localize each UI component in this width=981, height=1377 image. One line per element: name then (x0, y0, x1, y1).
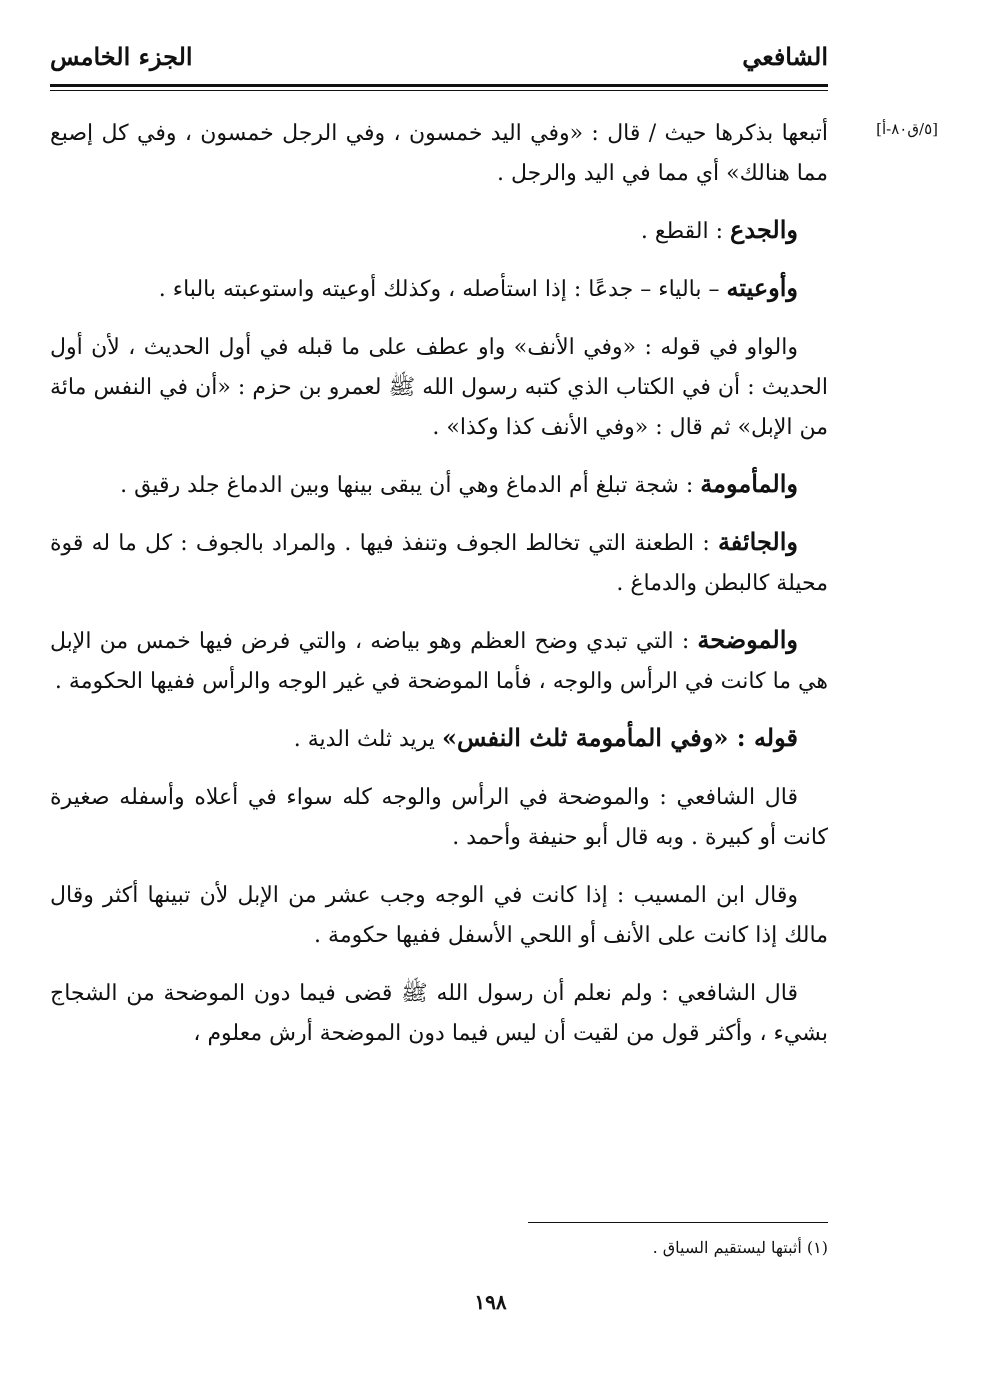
body-text (50, 112, 828, 1070)
paragraph (50, 776, 828, 858)
paragraph (50, 210, 828, 252)
paragraph-text: – بالياء – جدعًا : إذا استأصله ، وكذلك أوعيته واستوعبته بالباء . (158, 277, 727, 302)
paragraph-text: وقال ابن المسيب : إذا كانت في الوجه وجب عشر من الإبل لأن تبينها أكثر وقال مالك إذا كانت على الأنف أو اللحي الأسفل ففيها حكومة . (50, 883, 828, 948)
paragraph (50, 874, 828, 956)
paragraph (50, 620, 828, 702)
paragraph-text: قال الشافعي : والموضحة في الرأس والوجه كله سواء في أعلاه وأسفله صغيرة كانت أو كبيرة . وبه قال أبو حنيفة وأحمد . (50, 785, 828, 850)
paragraph-term: والجائفة (717, 527, 798, 556)
footnote-separator (528, 1222, 828, 1223)
paragraph (50, 522, 828, 604)
paragraph-text: قال الشافعي : ولم نعلم أن رسول الله ﷺ قضى فيما دون الموضحة من الشجاج بشيء ، وأكثر قول من لقيت أن ليس فيما دون الموضحة أرش معلوم ، (50, 981, 828, 1046)
header-rule-thick (50, 84, 828, 87)
paragraph (50, 464, 828, 506)
manuscript-reference: [٥/ق٨٠-أ] (876, 120, 938, 138)
paragraph-text: : التي تبدي وضح العظم وهو بياضه ، والتي فرض فيها خمس من الإبل هي ما كانت في الرأس والوجه ، فأما الموضحة في غير الوجه والرأس ففيها الحكومة . (50, 629, 828, 694)
book-title: الشافعي (742, 42, 828, 71)
paragraph-text: : شجة تبلغ أم الدماغ وهي أن يبقى بينها وبين الدماغ جلد رقيق . (120, 473, 701, 498)
paragraph-term: قوله : «وفي المأمومة ثلث النفس» (441, 723, 798, 752)
paragraph-term: وأوعيته (726, 273, 798, 302)
paragraph-text: والواو في قوله : «وفي الأنف» واو عطف على ما قبله في أول الحديث ، لأن أول الحديث : أن في الكتاب الذي كتبه رسول الله ﷺ لعمرو بن حزم : «أن في النفس مائة من الإبل» ثم قال : «وفي الأنف كذا وكذا» . (50, 335, 828, 440)
paragraph-text: أتبعها بذكرها حيث / قال : «وفي اليد خمسون ، وفي الرجل خمسون ، وفي كل إصبع مما هنالك» أي مما في اليد والرجل . (50, 121, 828, 186)
paragraph (50, 112, 828, 194)
paragraph (50, 268, 828, 310)
volume-title: الجزء الخامس (50, 42, 193, 71)
paragraph-text: : القطع . (640, 219, 731, 244)
paragraph-text: : الطعنة التي تخالط الجوف وتنفذ فيها . والمراد بالجوف : كل ما له قوة محيلة كالبطن والدماغ . (50, 531, 828, 596)
page-header (50, 40, 828, 90)
header-rule-thin (50, 90, 828, 91)
paragraph-term: والموضحة (697, 625, 798, 654)
paragraph (50, 718, 828, 760)
paragraph (50, 326, 828, 448)
paragraph-term: والمأمومة (700, 469, 798, 498)
footnote: (١) أثبتها ليستقيم السياق . (652, 1238, 828, 1257)
page-number: ١٩٨ (474, 1290, 507, 1314)
paragraph-text: يريد ثلث الدية . (293, 727, 442, 752)
paragraph-term: والجدع (730, 215, 798, 244)
paragraph (50, 972, 828, 1054)
